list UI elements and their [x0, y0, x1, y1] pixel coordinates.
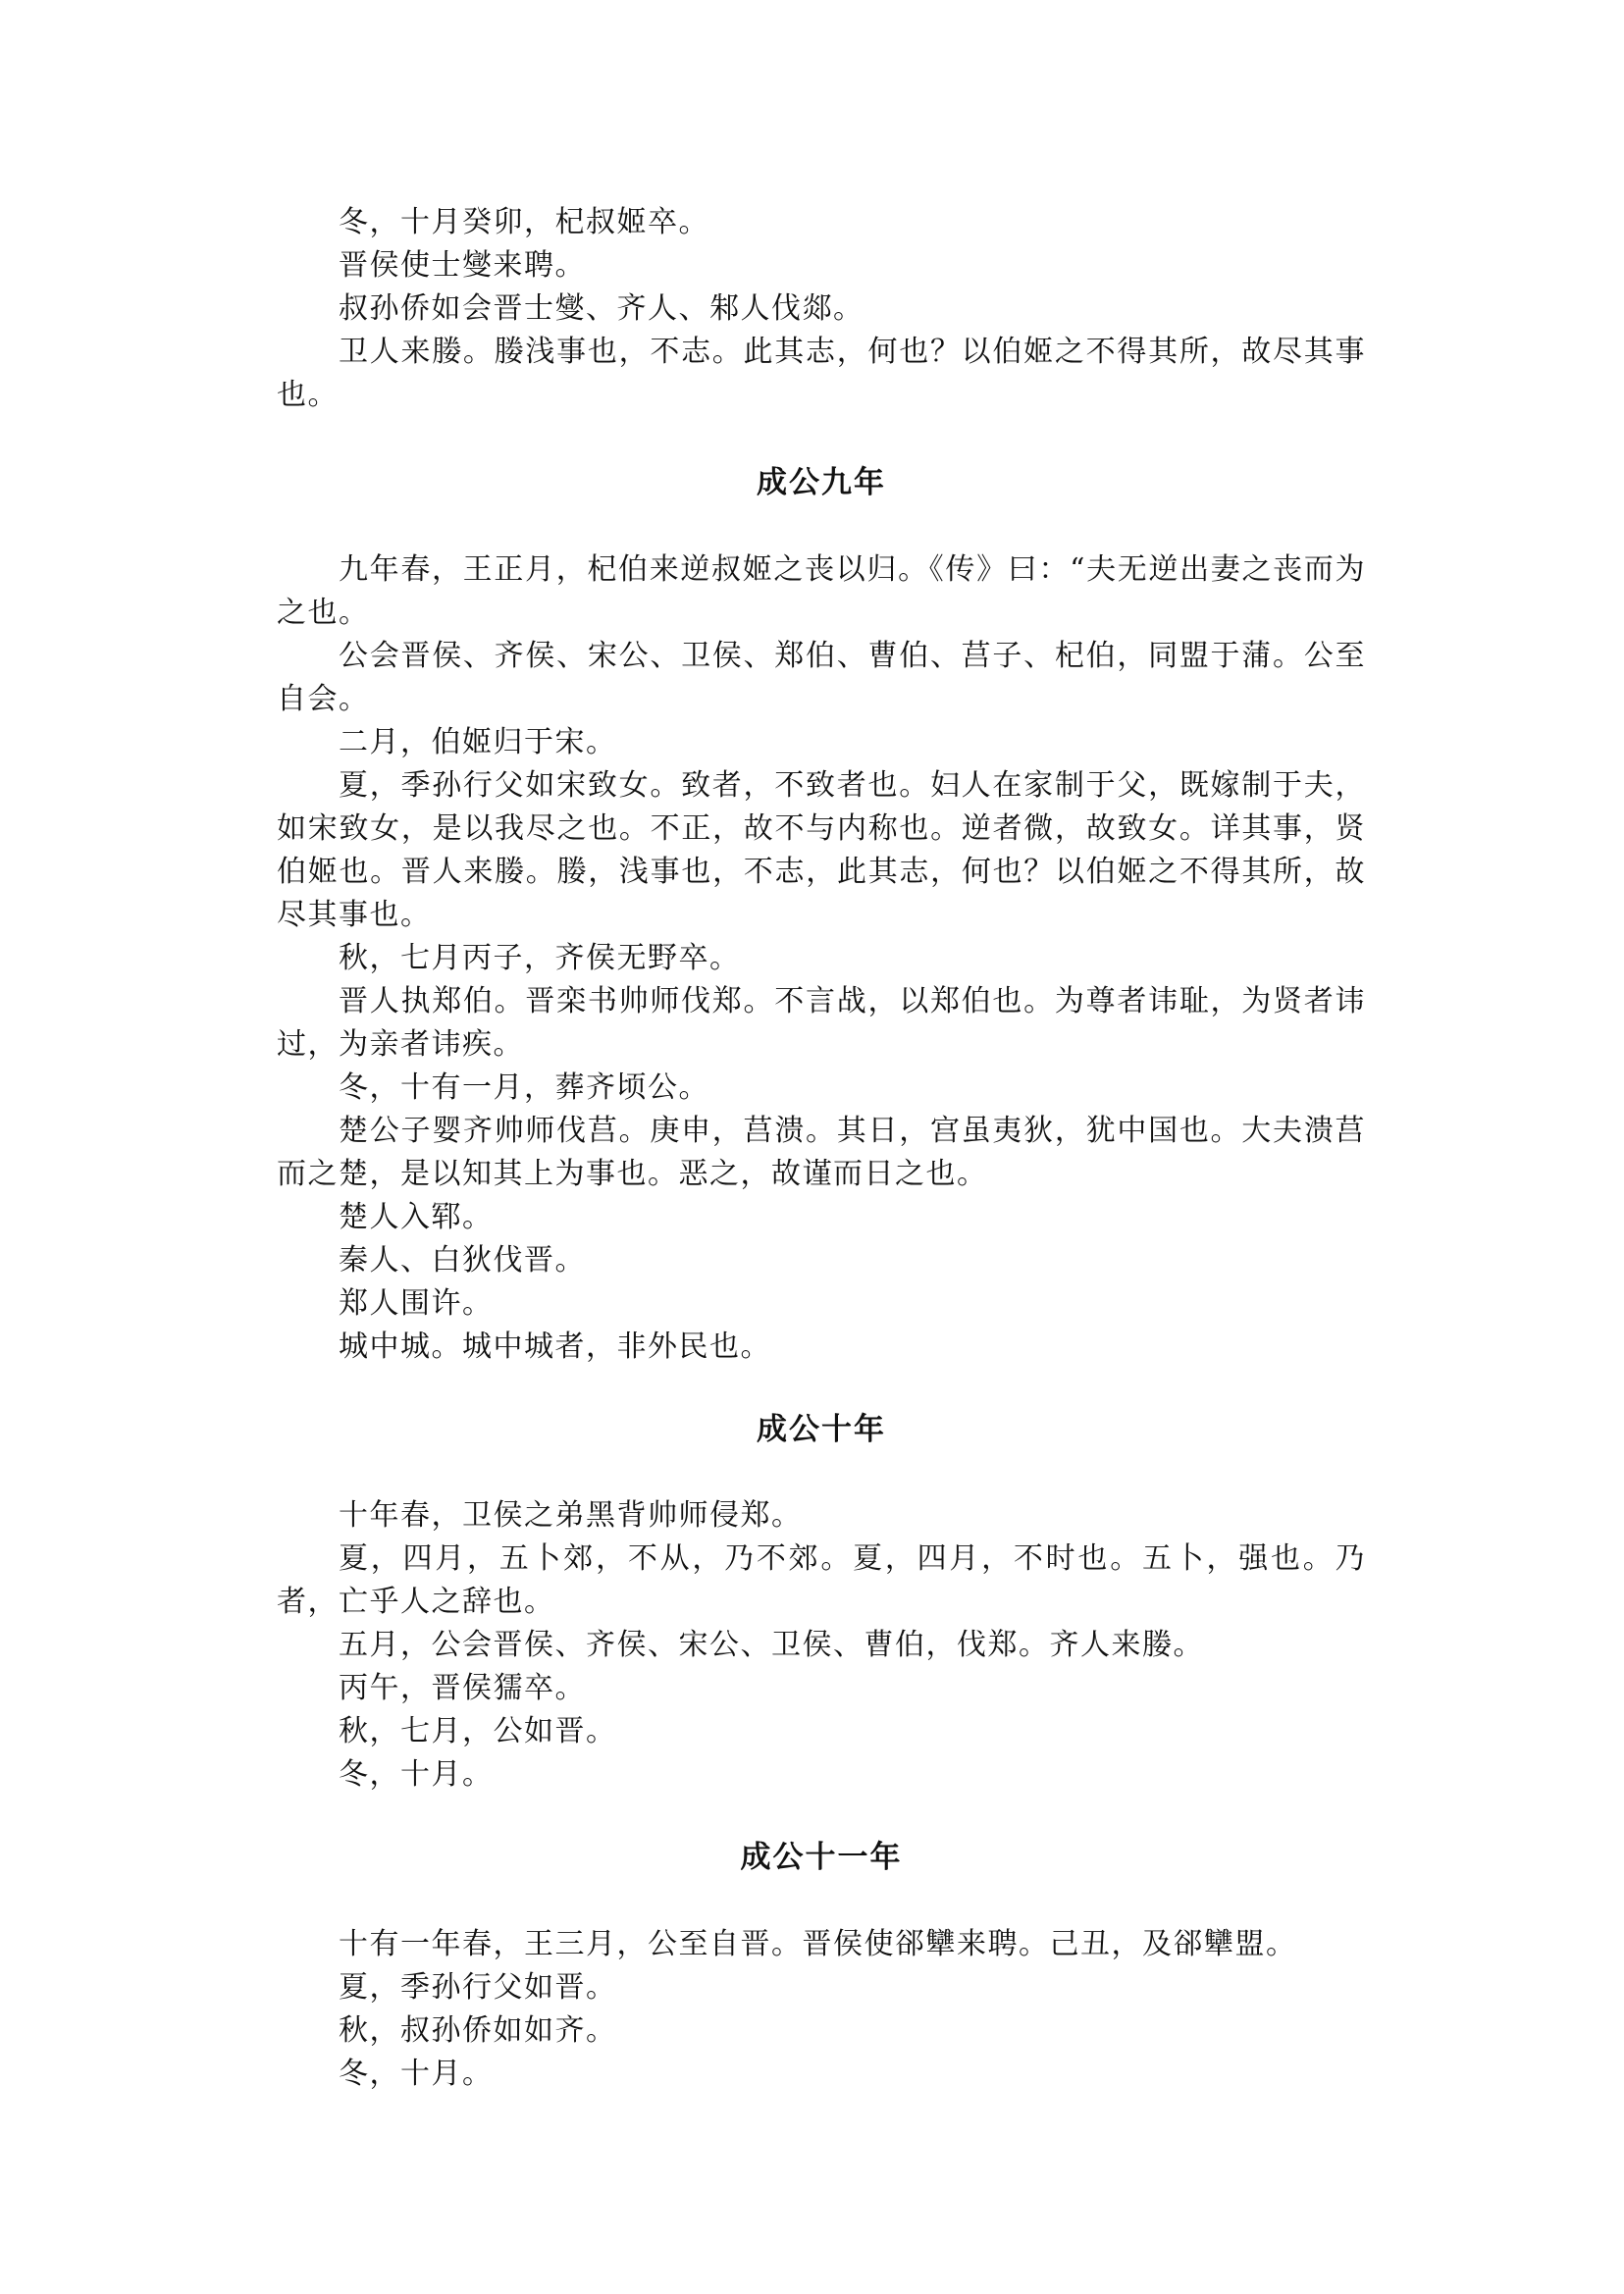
paragraph: 叔孙侨如会晋士燮、齐人、邾人伐郯。 — [339, 291, 864, 326]
paragraph: 五月，公会晋侯、齐侯、宋公、卫侯、曹伯，伐郑。齐人来媵。 — [339, 1628, 1204, 1662]
paragraph: 秋，七月，公如晋。 — [339, 1714, 617, 1748]
section-heading: 成公十一年 — [740, 1840, 903, 1875]
paragraph: 楚公子婴齐帅师伐莒。庚申，莒溃。其日，宫虽夷狄，犹中国也。大夫溃莒而之楚，是以知其上为事也。恶之，故谨而日之也。 — [277, 1114, 1366, 1191]
paragraph: 夏，四月，五卜郊，不从，乃不郊。夏，四月，不时也。五卜，强也。乃者，亡乎人之辞也。 — [277, 1541, 1366, 1619]
paragraph: 十有一年春，王三月，公至自晋。晋侯使郤犫来聘。己丑，及郤犫盟。 — [339, 1927, 1297, 1961]
paragraph: 郑人围许。 — [339, 1286, 494, 1321]
paragraph: 秦人、白狄伐晋。 — [339, 1243, 586, 1277]
paragraph: 公会晋侯、齐侯、宋公、卫侯、郑伯、曹伯、莒子、杞伯，同盟于蒲。公至自会。 — [277, 639, 1366, 716]
paragraph: 秋，七月丙子，齐侯无野卒。 — [339, 941, 741, 975]
paragraph: 九年春，王正月，杞伯来逆叔姬之丧以归。《传》曰：“夫无逆出妻之丧而为之也。 — [277, 552, 1366, 630]
paragraph: 晋人执郑伯。晋栾书帅师伐郑。不言战，以郑伯也。为尊者讳耻，为贤者讳过，为亲者讳疾。 — [277, 984, 1366, 1062]
paragraph: 卫人来媵。媵浅事也，不志。此其志，何也？以伯姬之不得其所，故尽其事也。 — [277, 335, 1366, 412]
paragraph: 冬，十有一月，葬齐顷公。 — [339, 1070, 709, 1105]
document-page — [277, 201, 1366, 2096]
paragraph: 冬，十月癸卯，杞叔姬卒。 — [339, 205, 709, 239]
paragraph: 城中城。城中城者，非外民也。 — [339, 1329, 771, 1364]
paragraph: 丙午，晋侯獳卒。 — [339, 1671, 586, 1705]
paragraph: 夏，季孙行父如晋。 — [339, 1970, 617, 2005]
paragraph: 冬，十月。 — [339, 2057, 494, 2091]
section-heading: 成公九年 — [757, 465, 886, 500]
paragraph: 夏，季孙行父如宋致女。致者，不致者也。妇人在家制于父，既嫁制于夫，如宋致女，是以我尽之也。不正，故不与内称也。逆者微，故致女。详其事，贤伯姬也。晋人来媵。媵，浅事也，不志，此其志，何也？以伯姬之不得其所，故尽其事也。 — [277, 768, 1366, 932]
paragraph: 十年春，卫侯之弟黑背帅师侵郑。 — [339, 1498, 803, 1533]
section-heading: 成公十年 — [757, 1412, 886, 1447]
paragraph: 晋侯使士燮来聘。 — [339, 248, 586, 283]
paragraph: 冬，十月。 — [339, 1757, 494, 1792]
paragraph: 秋，叔孙侨如如齐。 — [339, 2013, 617, 2048]
paragraph: 二月，伯姬归于宋。 — [339, 725, 617, 759]
paragraph: 楚人入郓。 — [339, 1200, 494, 1234]
